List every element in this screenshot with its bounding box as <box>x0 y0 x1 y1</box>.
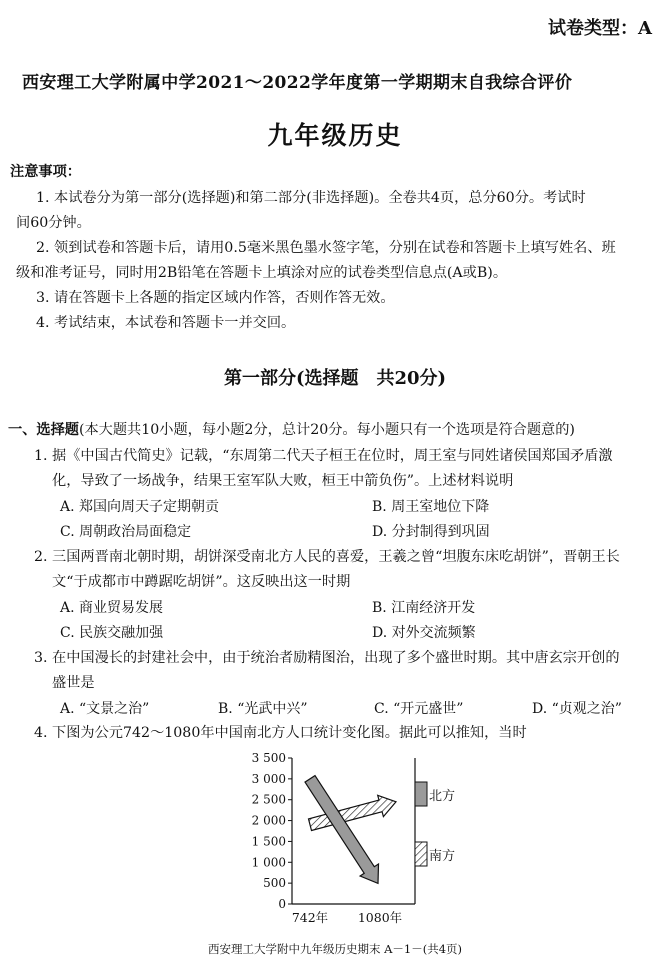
option-a: A. 商业贸易发展 <box>60 600 164 616</box>
y-tick-label: 3 500 <box>251 751 286 765</box>
option-c: C. 民族交融加强 <box>60 625 164 641</box>
x-tick-label: 742年 <box>291 910 329 925</box>
question-line: 文“于成都市中蹲踞吃胡饼”。这反映出这一时期 <box>52 574 351 590</box>
notes-title: 注意事项： <box>10 164 81 180</box>
option-c: C. “开元盛世” <box>374 701 464 717</box>
option-a: A. 郑国向周天子定期朝贡 <box>60 499 220 515</box>
question-line: 1. 据《中国古代简史》记载，“东周第二代天子桓王在位时，周王室与同姓诸侯国郑国矛盾激 <box>34 448 613 464</box>
x-tick-label: 1080年 <box>357 910 403 925</box>
option-b: B. “光武中兴” <box>218 701 308 717</box>
question-line: 2. 三国两晋南北朝时期，胡饼深受南北方人民的喜爱，王羲之曾“坦腹东床吃胡饼”，晋朝王长 <box>34 549 620 565</box>
option-a: A. “文景之治” <box>60 701 150 717</box>
question-line: 4. 下图为公元742～1080年中国南北方人口统计变化图。据此可以推知，当时 <box>34 725 527 741</box>
school-title: 西安理工大学附属中学2021～2022学年度第一学期期末自我综合评价 <box>22 73 573 93</box>
y-tick-label: 2 500 <box>251 792 286 807</box>
note-line: 4. 考试结束，本试卷和答题卡一并交回。 <box>36 315 296 331</box>
question-line: 化，导致了一场战争，结果王室军队大败，桓王中箭负伤”。上述材料说明 <box>52 473 514 489</box>
page-footer: 西安理工大学附中九年级历史期末 A－1－(共4页) <box>207 942 463 956</box>
option-d: D. 对外交流频繁 <box>372 625 476 641</box>
section-heading <box>8 420 575 440</box>
note-line: 级和准考证号，同时用2B铅笔在答题卡上填涂对应的试卷类型信息点(A或B)。 <box>16 265 508 281</box>
y-tick-label: 500 <box>263 876 286 891</box>
section-desc: (本大题共10小题，每小题2分，总计20分。每小题只有一个选项是符合题意的) <box>78 422 575 438</box>
section-label: 一、选择题 <box>8 422 79 438</box>
y-tick-label: 1 500 <box>251 834 286 849</box>
legend-south-swatch <box>415 842 427 866</box>
question-line: 盛世是 <box>52 675 95 691</box>
y-tick-label: 0 <box>278 897 286 911</box>
population-chart <box>240 748 480 934</box>
legend-north-label: 北方 <box>429 789 456 804</box>
legend-south-label: 南方 <box>429 849 456 864</box>
option-d: D. “贞观之治” <box>532 701 622 717</box>
y-tick-label: 1 000 <box>251 855 286 870</box>
paper-type: 试卷类型：A <box>548 18 652 39</box>
subject-title: 九年级历史 <box>267 121 403 150</box>
y-tick-label: 3 000 <box>251 771 286 786</box>
note-line: 2. 领到试卷和答题卡后，请用0.5毫米黑色墨水签字笔，分别在试卷和答题卡上填写姓名、班 <box>36 240 616 256</box>
option-d: D. 分封制得到巩固 <box>372 524 490 540</box>
option-c: C. 周朝政治局面稳定 <box>60 524 192 540</box>
note-line: 3. 请在答题卡上各题的指定区域内作答，否则作答无效。 <box>36 290 395 306</box>
part-title: 第一部分(选择题 共20分) <box>223 368 447 389</box>
legend-north-swatch <box>415 782 427 806</box>
option-b: B. 江南经济开发 <box>372 600 476 616</box>
y-tick-label: 2 000 <box>251 813 286 828</box>
note-line: 1. 本试卷分为第一部分(选择题)和第二部分(非选择题)。全卷共4页，总分60分。考试时 <box>36 190 586 206</box>
question-line: 3. 在中国漫长的封建社会中，由于统治者励精图治，出现了多个盛世时期。其中唐玄宗开创的 <box>34 650 620 666</box>
option-b: B. 周王室地位下降 <box>372 499 490 515</box>
note-line: 间60分钟。 <box>16 215 91 231</box>
